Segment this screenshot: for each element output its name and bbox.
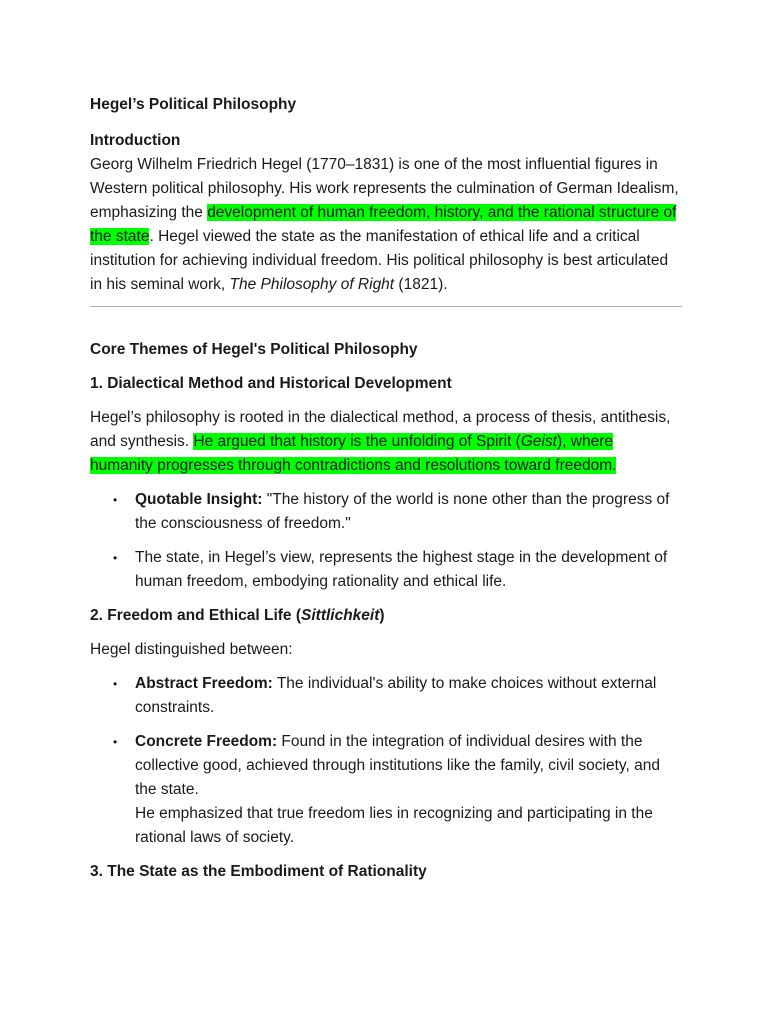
intro-text-after: (1821).: [394, 276, 448, 293]
section-2-bullet-list: [90, 672, 680, 850]
section-2-heading: [90, 604, 680, 628]
section-1-text: Hegel’s philosophy is rooted in the dialectical method, a process of thesis, antithesis, and synthesis.: [90, 409, 671, 450]
bullet-glyph: •: [113, 735, 118, 749]
section-1-paragraph: [90, 406, 680, 478]
section-1-highlight-italic: Geist: [520, 433, 557, 450]
bullet-text: "The history of the world is none other than the progress of the consciousness of freedom.": [135, 491, 670, 532]
bullet-label: Quotable Insight:: [135, 491, 263, 508]
list-item: [90, 672, 680, 720]
bullet-label: Concrete Freedom:: [135, 733, 278, 750]
section-3-heading: 3. The State as the Embodiment of Rationality: [90, 863, 427, 880]
section-2-heading-italic: Sittlichkeit: [301, 607, 380, 624]
list-item: [90, 546, 680, 594]
introduction-heading: Introduction: [90, 132, 181, 149]
bullet-glyph: •: [113, 493, 118, 507]
list-item: [90, 730, 680, 850]
section-1-highlight-a: He argued that history is the unfolding of Spirit (: [193, 433, 521, 450]
list-item: [90, 488, 680, 536]
section-2-heading-prefix: 2. Freedom and Ethical Life (: [90, 607, 302, 624]
section-2-intro: Hegel distinguished between:: [90, 641, 293, 658]
core-themes-heading: Core Themes of Hegel's Political Philosophy: [90, 341, 418, 358]
introduction-paragraph: [90, 153, 680, 297]
section-1-heading: 1. Dialectical Method and Historical Development: [90, 375, 452, 392]
bullet-text: Found in the integration of individual desires with the collective good, achieved through institutions like the family, civil society, and the state.: [135, 733, 660, 798]
bullet-continuation: He emphasized that true freedom lies in recognizing and participating in the rational laws of society.: [135, 805, 653, 846]
document-title: Hegel’s Political Philosophy: [90, 96, 297, 113]
section-2-heading-suffix: ): [379, 607, 385, 624]
intro-text-middle: . Hegel viewed the state as the manifestation of ethical life and a critical institution for achieving individual freedom. His political philosophy is best articulated in his seminal work,: [90, 228, 669, 293]
bullet-glyph: •: [113, 677, 118, 691]
bullet-label: Abstract Freedom:: [135, 675, 273, 692]
horizontal-rule: [90, 306, 682, 307]
bullet-text: The state, in Hegel’s view, represents the highest stage in the development of human freedom, embodying rationality and ethical life.: [135, 549, 668, 590]
bullet-glyph: •: [113, 551, 118, 565]
section-1-bullet-list: [90, 488, 680, 594]
intro-text-before: Georg Wilhelm Friedrich Hegel (1770–1831) is one of the most influential figures in Western political philosophy. His work represents the culmination of German Idealism, emphasizing the: [90, 156, 679, 221]
intro-highlight: development of human freedom, history, and the rational structure of the state: [90, 204, 677, 245]
book-title: The Philosophy of Right: [229, 276, 395, 293]
section-1-highlight-b: ), where humanity progresses through contradictions and resolutions toward freedom.: [90, 433, 617, 474]
bullet-text: The individual's ability to make choices without external constraints.: [135, 675, 657, 716]
